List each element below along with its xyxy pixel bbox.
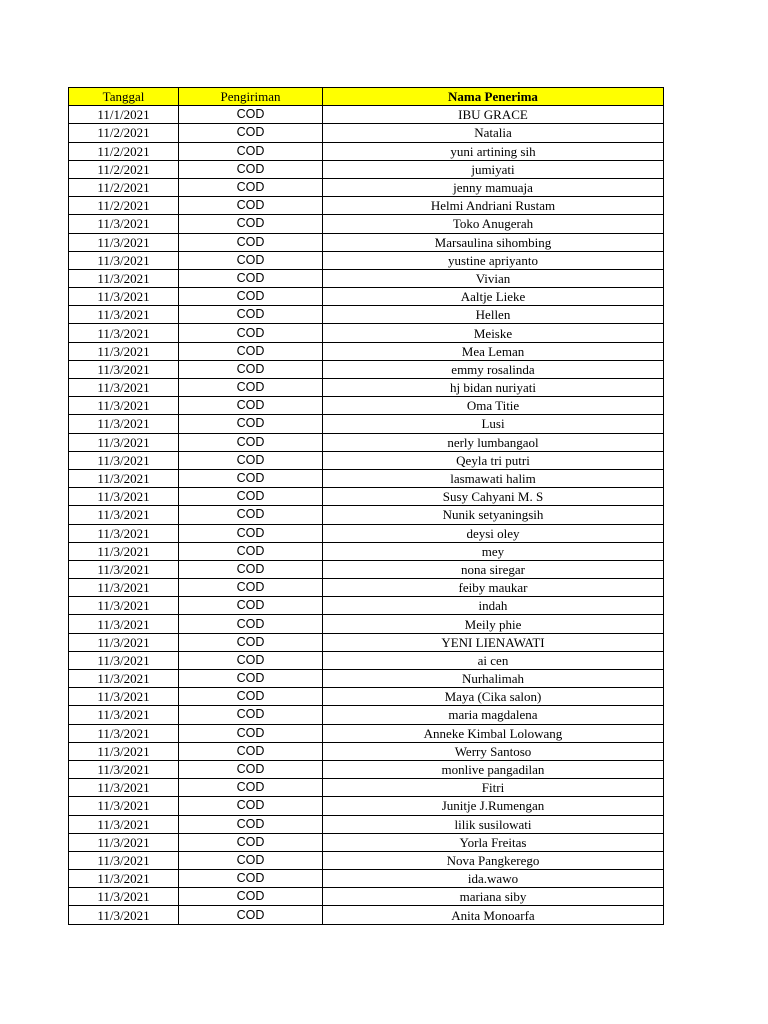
cell-pengiriman: COD bbox=[179, 342, 323, 360]
cell-pengiriman: COD bbox=[179, 688, 323, 706]
cell-pengiriman: COD bbox=[179, 833, 323, 851]
cell-pengiriman: COD bbox=[179, 288, 323, 306]
cell-pengiriman: COD bbox=[179, 215, 323, 233]
cell-pengiriman: COD bbox=[179, 251, 323, 269]
recipient-table bbox=[68, 87, 664, 925]
cell-pengiriman: COD bbox=[179, 124, 323, 142]
cell-pengiriman: COD bbox=[179, 742, 323, 760]
table-row bbox=[69, 560, 664, 578]
table-row bbox=[69, 779, 664, 797]
cell-nama-penerima: monlive pangadilan bbox=[323, 760, 664, 778]
cell-pengiriman: COD bbox=[179, 815, 323, 833]
cell-tanggal: 11/3/2021 bbox=[69, 306, 179, 324]
table-row bbox=[69, 488, 664, 506]
table-row bbox=[69, 615, 664, 633]
cell-pengiriman: COD bbox=[179, 324, 323, 342]
table-row bbox=[69, 342, 664, 360]
cell-tanggal: 11/3/2021 bbox=[69, 415, 179, 433]
cell-pengiriman: COD bbox=[179, 360, 323, 378]
table-row bbox=[69, 506, 664, 524]
table-row bbox=[69, 324, 664, 342]
cell-pengiriman: COD bbox=[179, 851, 323, 869]
cell-nama-penerima: mariana siby bbox=[323, 888, 664, 906]
table-row bbox=[69, 306, 664, 324]
cell-tanggal: 11/3/2021 bbox=[69, 469, 179, 487]
cell-tanggal: 11/3/2021 bbox=[69, 451, 179, 469]
cell-pengiriman: COD bbox=[179, 615, 323, 633]
cell-tanggal: 11/3/2021 bbox=[69, 269, 179, 287]
cell-nama-penerima: Werry Santoso bbox=[323, 742, 664, 760]
table-row bbox=[69, 524, 664, 542]
cell-nama-penerima: Nova Pangkerego bbox=[323, 851, 664, 869]
cell-pengiriman: COD bbox=[179, 633, 323, 651]
table-row bbox=[69, 906, 664, 924]
cell-nama-penerima: ida.wawo bbox=[323, 870, 664, 888]
cell-nama-penerima: Anneke Kimbal Lolowang bbox=[323, 724, 664, 742]
cell-nama-penerima: Hellen bbox=[323, 306, 664, 324]
cell-pengiriman: COD bbox=[179, 670, 323, 688]
cell-pengiriman: COD bbox=[179, 233, 323, 251]
cell-nama-penerima: mey bbox=[323, 542, 664, 560]
cell-nama-penerima: Nunik setyaningsih bbox=[323, 506, 664, 524]
cell-nama-penerima: lasmawati halim bbox=[323, 469, 664, 487]
table-row bbox=[69, 597, 664, 615]
cell-tanggal: 11/3/2021 bbox=[69, 597, 179, 615]
cell-nama-penerima: YENI LIENAWATI bbox=[323, 633, 664, 651]
cell-tanggal: 11/3/2021 bbox=[69, 579, 179, 597]
cell-tanggal: 11/1/2021 bbox=[69, 106, 179, 124]
table-row bbox=[69, 797, 664, 815]
cell-nama-penerima: Toko Anugerah bbox=[323, 215, 664, 233]
cell-nama-penerima: IBU GRACE bbox=[323, 106, 664, 124]
table-row bbox=[69, 215, 664, 233]
table-row bbox=[69, 670, 664, 688]
table-body bbox=[69, 106, 664, 924]
cell-nama-penerima: Meiske bbox=[323, 324, 664, 342]
cell-tanggal: 11/3/2021 bbox=[69, 742, 179, 760]
cell-nama-penerima: deysi oley bbox=[323, 524, 664, 542]
table-row bbox=[69, 397, 664, 415]
cell-pengiriman: COD bbox=[179, 433, 323, 451]
cell-nama-penerima: yuni artining sih bbox=[323, 142, 664, 160]
cell-pengiriman: COD bbox=[179, 142, 323, 160]
header-row bbox=[69, 88, 664, 106]
cell-nama-penerima: yustine apriyanto bbox=[323, 251, 664, 269]
table-row bbox=[69, 251, 664, 269]
table-header bbox=[69, 88, 664, 106]
table-row bbox=[69, 178, 664, 196]
table-row bbox=[69, 415, 664, 433]
cell-tanggal: 11/2/2021 bbox=[69, 142, 179, 160]
table-row bbox=[69, 197, 664, 215]
table-row bbox=[69, 360, 664, 378]
table-row bbox=[69, 760, 664, 778]
cell-nama-penerima: lilik susilowati bbox=[323, 815, 664, 833]
table-row bbox=[69, 833, 664, 851]
cell-pengiriman: COD bbox=[179, 724, 323, 742]
cell-tanggal: 11/3/2021 bbox=[69, 870, 179, 888]
cell-tanggal: 11/3/2021 bbox=[69, 288, 179, 306]
cell-pengiriman: COD bbox=[179, 706, 323, 724]
header-nama-penerima: Nama Penerima bbox=[323, 88, 664, 106]
cell-pengiriman: COD bbox=[179, 797, 323, 815]
cell-tanggal: 11/3/2021 bbox=[69, 724, 179, 742]
cell-pengiriman: COD bbox=[179, 306, 323, 324]
cell-tanggal: 11/3/2021 bbox=[69, 760, 179, 778]
table-row bbox=[69, 269, 664, 287]
table-row bbox=[69, 688, 664, 706]
table-row bbox=[69, 233, 664, 251]
cell-pengiriman: COD bbox=[179, 542, 323, 560]
cell-tanggal: 11/3/2021 bbox=[69, 815, 179, 833]
cell-tanggal: 11/3/2021 bbox=[69, 560, 179, 578]
cell-pengiriman: COD bbox=[179, 579, 323, 597]
table-row bbox=[69, 124, 664, 142]
cell-pengiriman: COD bbox=[179, 888, 323, 906]
cell-tanggal: 11/3/2021 bbox=[69, 397, 179, 415]
cell-nama-penerima: Vivian bbox=[323, 269, 664, 287]
cell-nama-penerima: indah bbox=[323, 597, 664, 615]
table-row bbox=[69, 851, 664, 869]
cell-nama-penerima: Nurhalimah bbox=[323, 670, 664, 688]
cell-nama-penerima: Maya (Cika salon) bbox=[323, 688, 664, 706]
cell-tanggal: 11/3/2021 bbox=[69, 888, 179, 906]
cell-nama-penerima: Junitje J.Rumengan bbox=[323, 797, 664, 815]
cell-nama-penerima: jenny mamuaja bbox=[323, 178, 664, 196]
cell-nama-penerima: nerly lumbangaol bbox=[323, 433, 664, 451]
cell-pengiriman: COD bbox=[179, 197, 323, 215]
table-row bbox=[69, 870, 664, 888]
cell-pengiriman: COD bbox=[179, 651, 323, 669]
cell-pengiriman: COD bbox=[179, 106, 323, 124]
cell-tanggal: 11/3/2021 bbox=[69, 215, 179, 233]
cell-tanggal: 11/3/2021 bbox=[69, 615, 179, 633]
table-row bbox=[69, 160, 664, 178]
cell-nama-penerima: emmy rosalinda bbox=[323, 360, 664, 378]
cell-nama-penerima: jumiyati bbox=[323, 160, 664, 178]
table-row bbox=[69, 379, 664, 397]
cell-pengiriman: COD bbox=[179, 269, 323, 287]
cell-tanggal: 11/2/2021 bbox=[69, 160, 179, 178]
cell-pengiriman: COD bbox=[179, 597, 323, 615]
cell-tanggal: 11/3/2021 bbox=[69, 906, 179, 924]
cell-nama-penerima: feiby maukar bbox=[323, 579, 664, 597]
cell-tanggal: 11/2/2021 bbox=[69, 197, 179, 215]
cell-nama-penerima: Lusi bbox=[323, 415, 664, 433]
cell-nama-penerima: Natalia bbox=[323, 124, 664, 142]
cell-tanggal: 11/3/2021 bbox=[69, 542, 179, 560]
cell-nama-penerima: Susy Cahyani M. S bbox=[323, 488, 664, 506]
table-row bbox=[69, 815, 664, 833]
cell-pengiriman: COD bbox=[179, 506, 323, 524]
cell-nama-penerima: Anita Monoarfa bbox=[323, 906, 664, 924]
cell-tanggal: 11/3/2021 bbox=[69, 779, 179, 797]
cell-tanggal: 11/3/2021 bbox=[69, 633, 179, 651]
cell-tanggal: 11/3/2021 bbox=[69, 488, 179, 506]
cell-tanggal: 11/3/2021 bbox=[69, 433, 179, 451]
cell-pengiriman: COD bbox=[179, 451, 323, 469]
table-row bbox=[69, 542, 664, 560]
table-row bbox=[69, 724, 664, 742]
cell-pengiriman: COD bbox=[179, 524, 323, 542]
cell-pengiriman: COD bbox=[179, 906, 323, 924]
cell-pengiriman: COD bbox=[179, 560, 323, 578]
table-row bbox=[69, 742, 664, 760]
cell-nama-penerima: nona siregar bbox=[323, 560, 664, 578]
cell-pengiriman: COD bbox=[179, 760, 323, 778]
cell-nama-penerima: Yorla Freitas bbox=[323, 833, 664, 851]
cell-tanggal: 11/3/2021 bbox=[69, 342, 179, 360]
cell-tanggal: 11/3/2021 bbox=[69, 851, 179, 869]
cell-nama-penerima: maria magdalena bbox=[323, 706, 664, 724]
table-row bbox=[69, 451, 664, 469]
cell-nama-penerima: hj bidan nuriyati bbox=[323, 379, 664, 397]
cell-tanggal: 11/3/2021 bbox=[69, 833, 179, 851]
cell-tanggal: 11/3/2021 bbox=[69, 524, 179, 542]
cell-tanggal: 11/2/2021 bbox=[69, 124, 179, 142]
cell-nama-penerima: ai cen bbox=[323, 651, 664, 669]
cell-tanggal: 11/2/2021 bbox=[69, 178, 179, 196]
cell-nama-penerima: Qeyla tri putri bbox=[323, 451, 664, 469]
cell-pengiriman: COD bbox=[179, 178, 323, 196]
cell-tanggal: 11/3/2021 bbox=[69, 651, 179, 669]
table-row bbox=[69, 433, 664, 451]
table-row bbox=[69, 469, 664, 487]
cell-tanggal: 11/3/2021 bbox=[69, 251, 179, 269]
cell-pengiriman: COD bbox=[179, 397, 323, 415]
cell-tanggal: 11/3/2021 bbox=[69, 688, 179, 706]
cell-nama-penerima: Fitri bbox=[323, 779, 664, 797]
cell-tanggal: 11/3/2021 bbox=[69, 324, 179, 342]
table-row bbox=[69, 579, 664, 597]
cell-tanggal: 11/3/2021 bbox=[69, 360, 179, 378]
cell-nama-penerima: Mea Leman bbox=[323, 342, 664, 360]
cell-pengiriman: COD bbox=[179, 488, 323, 506]
table-row bbox=[69, 706, 664, 724]
cell-nama-penerima: Helmi Andriani Rustam bbox=[323, 197, 664, 215]
table-row bbox=[69, 651, 664, 669]
table-row bbox=[69, 288, 664, 306]
cell-pengiriman: COD bbox=[179, 379, 323, 397]
header-pengiriman: Pengiriman bbox=[179, 88, 323, 106]
cell-pengiriman: COD bbox=[179, 160, 323, 178]
cell-nama-penerima: Aaltje Lieke bbox=[323, 288, 664, 306]
cell-pengiriman: COD bbox=[179, 415, 323, 433]
table-row bbox=[69, 633, 664, 651]
cell-tanggal: 11/3/2021 bbox=[69, 797, 179, 815]
cell-nama-penerima: Oma Titie bbox=[323, 397, 664, 415]
cell-tanggal: 11/3/2021 bbox=[69, 379, 179, 397]
table-row bbox=[69, 106, 664, 124]
cell-nama-penerima: Marsaulina sihombing bbox=[323, 233, 664, 251]
table-row bbox=[69, 888, 664, 906]
cell-tanggal: 11/3/2021 bbox=[69, 233, 179, 251]
cell-pengiriman: COD bbox=[179, 469, 323, 487]
cell-pengiriman: COD bbox=[179, 870, 323, 888]
cell-pengiriman: COD bbox=[179, 779, 323, 797]
cell-tanggal: 11/3/2021 bbox=[69, 506, 179, 524]
cell-tanggal: 11/3/2021 bbox=[69, 706, 179, 724]
cell-nama-penerima: Meily phie bbox=[323, 615, 664, 633]
table-row bbox=[69, 142, 664, 160]
header-tanggal: Tanggal bbox=[69, 88, 179, 106]
cell-tanggal: 11/3/2021 bbox=[69, 670, 179, 688]
